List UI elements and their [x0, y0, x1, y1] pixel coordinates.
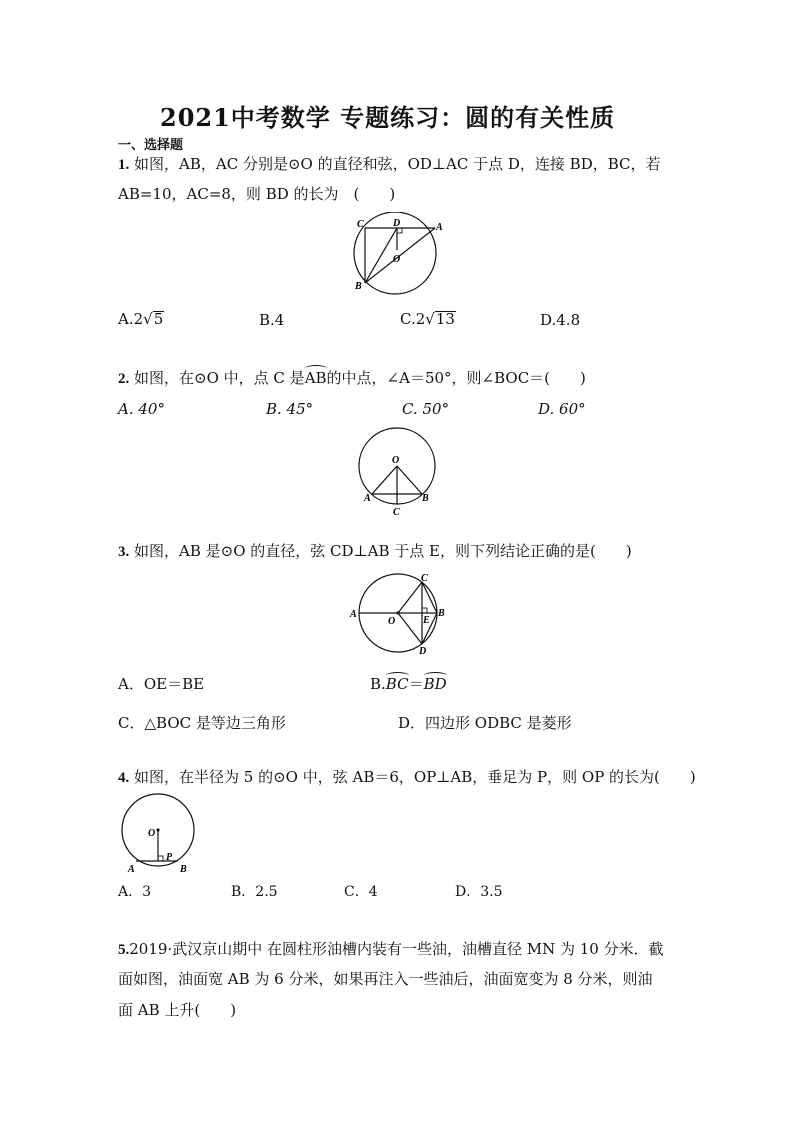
q1-label-c: C	[357, 219, 364, 230]
q1-label-o: O	[393, 254, 401, 265]
q1-option-d: D.4.8	[540, 311, 581, 329]
q1-option-a-radicand: 5	[153, 310, 164, 328]
q2-label-b: B	[422, 493, 429, 504]
question-2-text-pre: 如图，在⊙O 中，点 C 是	[134, 369, 305, 387]
q3-option-c: C．△BOC 是等边三角形	[118, 714, 286, 732]
q4-label-b: B	[180, 864, 187, 875]
q2-option-c: C. 50°	[402, 400, 450, 418]
q3-segment-od	[398, 613, 422, 644]
q4-right-angle-mark	[158, 856, 163, 861]
question-3-number: 3.	[118, 544, 130, 560]
radical-sign: √	[143, 310, 153, 328]
q4-label-p: P	[166, 852, 173, 863]
question-3-figure	[348, 570, 448, 658]
section-heading: 一、选择题	[118, 138, 184, 153]
question-4-line	[118, 767, 696, 788]
q4-label-o: O	[148, 828, 156, 839]
q3-option-d: D．四边形 ODBC 是菱形	[398, 714, 572, 732]
q3-label-a: A	[350, 609, 357, 620]
q2-label-c: C	[393, 507, 400, 518]
question-3-line	[118, 541, 632, 562]
question-5-text-1: 2019·武汉京山期中 在圆柱形油槽内装有一些油，油槽直径 MN 为 10 分米．截	[129, 940, 664, 958]
question-5-line-3: 面 AB 上升( )	[118, 1001, 237, 1019]
q3-option-b	[370, 673, 447, 694]
q2-label-o: O	[392, 455, 400, 466]
question-5-line-1	[118, 939, 664, 960]
q2-segment-oa	[372, 466, 397, 494]
q2-label-a: A	[364, 493, 371, 504]
arc-ab: AB	[304, 369, 327, 387]
q4-option-c: C．4	[344, 884, 378, 900]
q4-option-d: D．3.5	[455, 884, 503, 900]
question-4-text: 如图，在半径为 5 的⊙O 中，弦 AB＝6，OP⊥AB，垂足为 P，则 OP 的长为( )	[134, 768, 696, 786]
q4-center-dot	[156, 828, 159, 831]
q2-option-a: A. 40°	[118, 400, 165, 418]
q1-label-a: A	[436, 222, 443, 233]
question-4-figure	[116, 790, 196, 876]
q3-label-c: C	[421, 573, 428, 584]
question-3-text: 如图，AB 是⊙O 的直径，弦 CD⊥AB 于点 E，则下列结论正确的是( )	[134, 542, 632, 560]
q1-option-c	[400, 310, 456, 328]
question-2-figure	[352, 424, 442, 518]
q3-option-b-equals: ＝	[408, 675, 424, 693]
q3-option-a: A．OE＝BE	[118, 675, 205, 693]
q1-label-d: D	[393, 218, 401, 229]
q2-segment-ob	[397, 466, 422, 494]
q3-label-d: D	[419, 646, 427, 657]
q1-option-c-prefix: C.2	[400, 310, 426, 328]
question-1-text-1: 如图，AB，AC 分别是⊙O 的直径和弦，OD⊥AC 于点 D，连接 BD，BC，若	[134, 155, 661, 173]
q3-right-angle-mark	[422, 608, 427, 613]
question-1-line-1	[118, 154, 661, 175]
q4-option-b: B．2.5	[231, 884, 278, 900]
q4-label-a: A	[128, 864, 135, 875]
question-2-text-post: 的中点，∠A＝50°，则∠BOC＝( )	[326, 369, 586, 387]
page-title: 2021中考数学 专题练习：圆的有关性质	[160, 103, 616, 132]
question-2-line	[118, 368, 586, 389]
question-1-number: 1.	[118, 157, 130, 173]
q1-option-a-prefix: A.2	[118, 310, 144, 328]
q3-label-b: B	[438, 608, 445, 619]
question-5-number: 5.	[118, 942, 130, 958]
q1-label-b: B	[355, 281, 362, 292]
q3-segment-oc	[398, 582, 422, 613]
q3-label-o: O	[388, 616, 396, 627]
question-1-line-2: AB=10，AC=8，则 BD 的长为 ( )	[118, 185, 396, 203]
q1-option-c-radicand: 13	[435, 310, 455, 328]
question-4-number: 4.	[118, 770, 130, 786]
question-1-figure	[345, 212, 445, 298]
q2-option-d: D. 60°	[538, 400, 586, 418]
question-2-number: 2.	[118, 371, 130, 387]
arc-bc: BC	[385, 675, 409, 693]
q1-option-a	[118, 310, 164, 328]
q3-center-dot	[396, 611, 399, 614]
radical-sign: √	[425, 310, 435, 328]
q3-option-b-prefix: B.	[370, 675, 386, 693]
q4-option-a: A．3	[118, 884, 152, 900]
q2-option-b: B. 45°	[266, 400, 314, 418]
arc-bd: BD	[423, 675, 447, 693]
question-5-line-2: 面如图，油面宽 AB 为 6 分米，如果再注入一些油后，油面宽变为 8 分米，则油	[118, 970, 653, 988]
q1-option-b: B.4	[259, 311, 285, 329]
q3-label-e: E	[423, 615, 430, 626]
